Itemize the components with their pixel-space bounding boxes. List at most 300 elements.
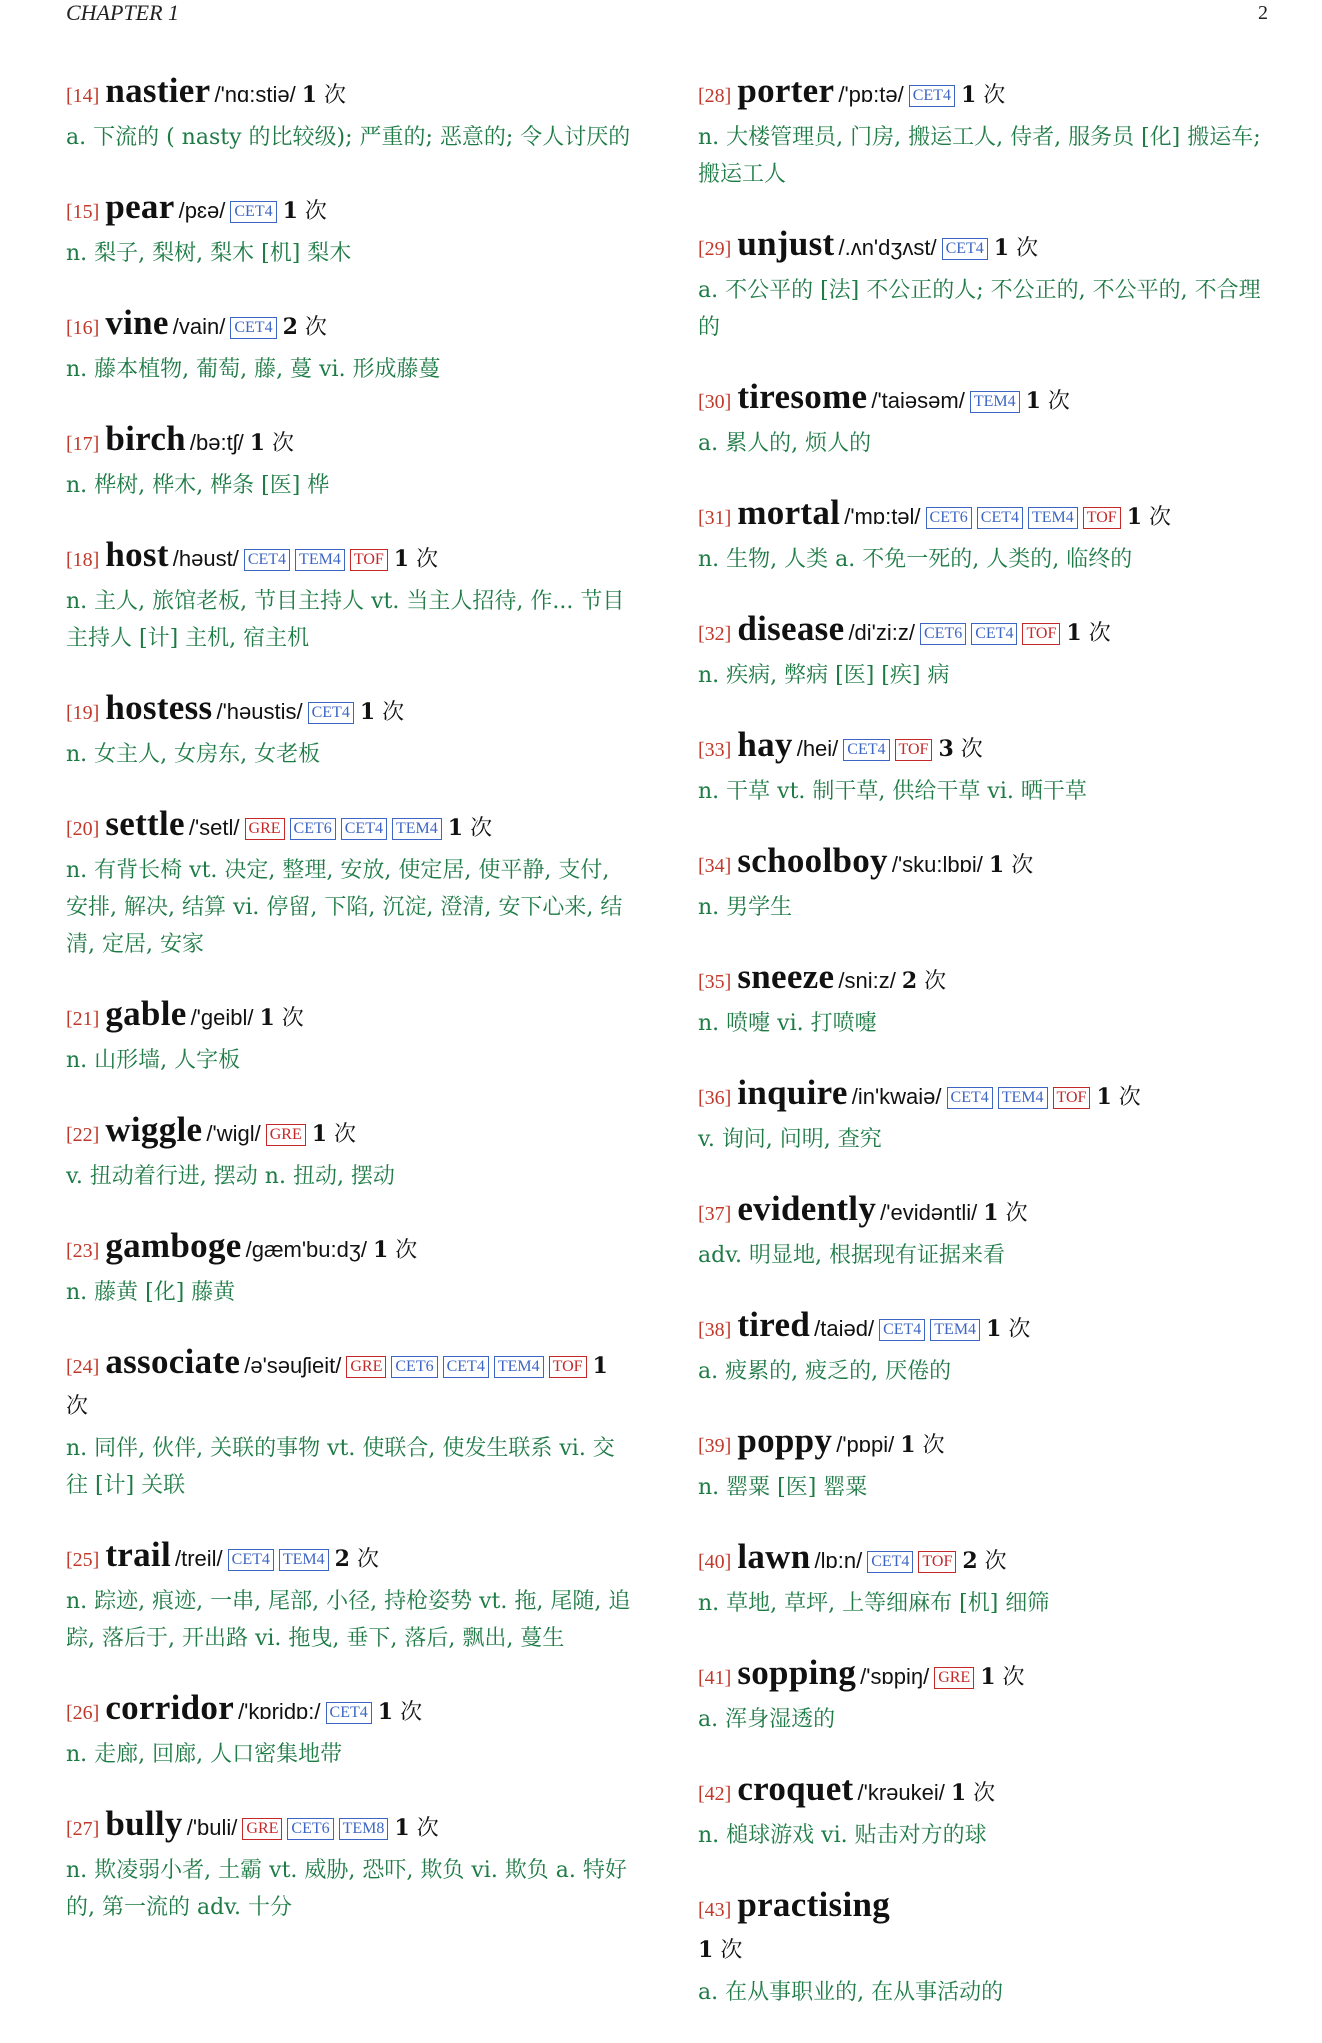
entry-number: [16]: [66, 317, 100, 339]
count-number: 1: [592, 1353, 608, 1379]
entry-headline: [698, 225, 1268, 270]
count-number: 1: [1066, 620, 1082, 646]
definition: n. 山形墙, 人字板: [66, 1048, 241, 1073]
occurrence-count: [900, 1433, 944, 1458]
entry-headline: [698, 1654, 1268, 1699]
count-unit: 次: [1047, 389, 1070, 414]
headword: associate: [105, 1342, 241, 1381]
exam-tag: TEM4: [494, 1356, 544, 1378]
exam-tag: CET4: [443, 1356, 489, 1378]
definition: n. 主人, 旅馆老板, 节目主持人 vt. 当主人招待, 作... 节目主持人 [计] 主机, 宿主机: [66, 589, 625, 651]
entry-number: [29]: [698, 238, 732, 260]
word-entry: [66, 188, 636, 272]
entry-headline: [66, 536, 636, 581]
definition: n. 踪迹, 痕迹, 一串, 尾部, 小径, 持枪姿势 vt. 拖, 尾随, 追踪, 落后于, 开出路 vi. 拖曳, 垂下, 落后, 飘出, 蔓生: [66, 1589, 631, 1651]
count-number: 1: [282, 198, 298, 224]
word-entry: [698, 494, 1268, 578]
count-unit: 次: [960, 737, 983, 762]
entry-number: [21]: [66, 1008, 100, 1030]
count-unit: 次: [720, 1938, 743, 1963]
exam-tag: GRE: [245, 818, 285, 840]
occurrence-count: [373, 1238, 417, 1263]
headword: bully: [105, 1804, 183, 1843]
exam-tag: CET4: [867, 1551, 913, 1573]
entry-headline: [66, 689, 636, 734]
occurrence-count: [698, 1938, 742, 1963]
word-entry: [698, 1770, 1268, 1854]
entry-number: [24]: [66, 1356, 100, 1378]
phonetic: /vain/: [172, 314, 226, 339]
count-unit: 次: [983, 83, 1006, 108]
phonetic: /'sɒpiŋ/: [860, 1664, 930, 1689]
occurrence-count: [312, 1122, 356, 1147]
count-unit: 次: [1005, 1201, 1028, 1226]
occurrence-count: [302, 83, 346, 108]
occurrence-count: [1127, 505, 1171, 530]
phonetic: /'setl/: [188, 815, 240, 840]
entry-headline: [66, 1111, 636, 1156]
entry-number: [28]: [698, 85, 732, 107]
phonetic: /lɒ:n/: [814, 1548, 863, 1573]
count-unit: 次: [1149, 505, 1172, 530]
entry-headline: [66, 304, 636, 349]
count-unit: 次: [973, 1781, 996, 1806]
headword: gable: [105, 994, 187, 1033]
definition: a. 在从事职业的, 在从事活动的: [698, 1980, 1004, 2005]
word-entry: [66, 689, 636, 773]
occurrence-count: [980, 1665, 1024, 1690]
word-entry: [66, 805, 636, 963]
word-entry: [698, 1886, 1268, 2011]
count-number: 1: [960, 82, 977, 108]
entry-number: [33]: [698, 739, 732, 761]
occurrence-count: [448, 816, 492, 841]
headword: gamboge: [105, 1226, 242, 1265]
count-unit: 次: [1016, 236, 1039, 261]
definition: n. 喷嚏 vi. 打喷嚏: [698, 1011, 877, 1036]
word-entry: [698, 1422, 1268, 1506]
entry-number: [26]: [66, 1702, 100, 1724]
entry-headline: [66, 1343, 636, 1428]
occurrence-count: [961, 83, 1005, 108]
definition: n. 梨子, 梨树, 梨木 [机] 梨木: [66, 241, 352, 266]
word-entry: [698, 1654, 1268, 1738]
headword: evidently: [737, 1189, 877, 1228]
count-unit: 次: [304, 199, 327, 224]
exam-tag: CET4: [230, 201, 276, 223]
definition: adv. 明显地, 根据现有证据来看: [698, 1243, 1005, 1268]
page-number: 2: [1258, 2, 1268, 24]
headword: wiggle: [105, 1110, 203, 1149]
count-number: 1: [1126, 504, 1143, 530]
count-number: 1: [980, 1664, 996, 1690]
phonetic: /treil/: [174, 1546, 223, 1571]
occurrence-count: [283, 199, 327, 224]
exam-tag: GRE: [242, 1818, 282, 1840]
phonetic: /həust/: [172, 546, 239, 571]
exam-tag: TEM4: [295, 549, 345, 571]
entry-headline: [66, 1805, 636, 1850]
headword: schoolboy: [737, 841, 888, 880]
entry-number: [23]: [66, 1240, 100, 1262]
count-number: 1: [950, 1780, 967, 1806]
phonetic: /'pɒ:tə/: [838, 82, 904, 107]
count-number: 3: [938, 736, 954, 762]
count-number: 1: [1025, 388, 1041, 414]
entry-headline: [66, 72, 636, 117]
entry-number: [20]: [66, 818, 100, 840]
word-entry: [66, 1805, 636, 1926]
entry-number: [19]: [66, 702, 100, 724]
phonetic: /'mɒ:təl/: [844, 504, 921, 529]
exam-tag: CET6: [290, 818, 336, 840]
exam-tag: CET4: [977, 507, 1023, 529]
definition: n. 大楼管理员, 门房, 搬运工人, 侍者, 服务员 [化] 搬运车; 搬运工人: [698, 125, 1261, 187]
occurrence-count: [283, 315, 327, 340]
exam-tag: TOF: [1022, 623, 1060, 645]
occurrence-count: [378, 1700, 422, 1725]
count-number: 1: [359, 699, 376, 725]
definition: n. 槌球游戏 vi. 贴击对方的球: [698, 1823, 987, 1848]
exam-tag: TEM8: [339, 1818, 389, 1840]
count-unit: 次: [416, 547, 439, 572]
count-unit: 次: [356, 1547, 379, 1572]
exam-tag: GRE: [346, 1356, 386, 1378]
exam-tag: TOF: [918, 1551, 956, 1573]
word-entry: [698, 378, 1268, 462]
definition: a. 累人的, 烦人的: [698, 431, 872, 456]
exam-tag: CET4: [879, 1319, 925, 1341]
entry-headline: [698, 610, 1268, 655]
word-entry: [66, 1689, 636, 1773]
definition: n. 同伴, 伙伴, 关联的事物 vt. 使联合, 使发生联系 vi. 交往 [计] 关联: [66, 1436, 615, 1498]
occurrence-count: [902, 969, 946, 994]
entry-headline: [66, 188, 636, 233]
exam-tag: TOF: [895, 739, 933, 761]
entry-headline: [698, 1422, 1268, 1467]
definition: n. 草地, 草坪, 上等细麻布 [机] 细筛: [698, 1591, 1050, 1616]
exam-tag: CET6: [391, 1356, 437, 1378]
phonetic: /pɛə/: [178, 198, 226, 223]
entry-headline: [698, 378, 1268, 423]
entry-number: [17]: [66, 433, 100, 455]
exam-tag: CET6: [926, 507, 972, 529]
phonetic: /'evidəntli/: [880, 1200, 978, 1225]
headword: unjust: [737, 224, 835, 263]
definition: n. 男学生: [698, 895, 793, 920]
entry-number: [14]: [66, 85, 100, 107]
word-entry: [698, 1306, 1268, 1390]
word-entry: [66, 1343, 636, 1504]
definition: n. 走廊, 回廊, 人口密集地带: [66, 1742, 343, 1767]
phonetic: /'sku:lbɒi/: [891, 852, 983, 877]
word-entry: [66, 536, 636, 657]
count-unit: 次: [984, 1549, 1007, 1574]
count-unit: 次: [324, 83, 347, 108]
count-number: 1: [394, 1815, 410, 1841]
count-unit: 次: [470, 816, 493, 841]
count-unit: 次: [1002, 1665, 1025, 1690]
definition: n. 桦树, 桦木, 桦条 [医] 桦: [66, 473, 330, 498]
headword: hay: [737, 725, 793, 764]
occurrence-count: [994, 236, 1038, 261]
occurrence-count: [951, 1781, 995, 1806]
occurrence-count: [335, 1547, 379, 1572]
entry-number: [18]: [66, 549, 100, 571]
occurrence-count: [1096, 1085, 1140, 1110]
exam-tag: CET6: [920, 623, 966, 645]
entry-number: [41]: [698, 1667, 732, 1689]
exam-tag: TEM4: [998, 1087, 1048, 1109]
word-entry: [698, 1538, 1268, 1622]
phonetic: /'taiəsəm/: [871, 388, 965, 413]
exam-tag: GRE: [266, 1124, 306, 1146]
word-entry: [698, 72, 1268, 193]
exam-tag: CET4: [230, 317, 276, 339]
entry-headline: [698, 494, 1268, 539]
count-number: 1: [259, 1005, 275, 1031]
entry-number: [25]: [66, 1549, 100, 1571]
phonetic: /'buli/: [186, 1815, 238, 1840]
count-unit: 次: [416, 1816, 439, 1841]
occurrence-count: [360, 700, 404, 725]
headword: practising: [737, 1885, 891, 1924]
headword: tired: [737, 1305, 811, 1344]
exam-tag: CET4: [843, 739, 889, 761]
definition: n. 有背长椅 vt. 决定, 整理, 安放, 使定居, 使平静, 支付, 安排, 解决, 结算 vi. 停留, 下陷, 沉淀, 澄清, 安下心来, 结清, 定居, 安家: [66, 858, 623, 957]
entry-number: [38]: [698, 1319, 732, 1341]
count-number: 1: [900, 1432, 916, 1458]
phonetic: /sni:z/: [838, 968, 896, 993]
phonetic: /hei/: [796, 736, 839, 761]
definition: n. 藤本植物, 葡萄, 藤, 蔓 vi. 形成藤蔓: [66, 357, 441, 382]
count-unit: 次: [66, 1394, 89, 1419]
exam-tag: TEM4: [279, 1549, 329, 1571]
entry-headline: [698, 1074, 1268, 1119]
word-entry: [66, 420, 636, 504]
exam-tag: CET4: [971, 623, 1017, 645]
count-number: 1: [372, 1237, 389, 1263]
exam-tag: CET4: [308, 702, 354, 724]
headword: vine: [105, 303, 169, 342]
count-unit: 次: [304, 315, 327, 340]
headword: settle: [105, 804, 185, 843]
count-number: 2: [282, 314, 298, 340]
count-number: 1: [1096, 1084, 1112, 1110]
count-number: 1: [377, 1699, 394, 1725]
exam-tag: CET4: [909, 85, 955, 107]
entry-headline: [66, 1227, 636, 1272]
exam-tag: TEM4: [1028, 507, 1078, 529]
count-unit: 次: [922, 1433, 945, 1458]
phonetic: /'pɒpi/: [836, 1432, 895, 1457]
definition: n. 疾病, 弊病 [医] [疾] 病: [698, 663, 950, 688]
word-entry: [698, 610, 1268, 694]
occurrence-count: [1066, 621, 1110, 646]
headword: porter: [737, 71, 835, 110]
exam-tag: TOF: [350, 549, 388, 571]
entry-number: [35]: [698, 971, 732, 993]
headword: corridor: [105, 1688, 235, 1727]
headword: hostess: [105, 688, 213, 727]
word-entry: [66, 304, 636, 388]
exam-tag: CET4: [228, 1549, 274, 1571]
word-entry: [698, 1074, 1268, 1158]
headword: trail: [105, 1535, 171, 1574]
definition: a. 浑身湿透的: [698, 1707, 836, 1732]
right-column: [698, 72, 1268, 2043]
occurrence-count: [259, 1006, 303, 1031]
exam-tag: TEM4: [970, 391, 1020, 413]
occurrence-count: [250, 431, 294, 456]
entry-headline: [698, 726, 1268, 771]
count-number: 1: [698, 1937, 714, 1963]
entry-headline: [698, 1190, 1268, 1235]
word-entry: [66, 1111, 636, 1195]
count-number: 2: [901, 968, 918, 994]
definition: n. 藤黄 [化] 藤黄: [66, 1280, 236, 1305]
exam-tag: CET4: [947, 1087, 993, 1109]
entry-number: [31]: [698, 507, 732, 529]
entry-number: [22]: [66, 1124, 100, 1146]
entry-headline: [698, 958, 1268, 1003]
count-number: 1: [983, 1200, 999, 1226]
occurrence-count: [983, 1201, 1027, 1226]
running-header: [66, 0, 1268, 28]
count-number: 1: [447, 815, 464, 841]
count-unit: 次: [382, 700, 405, 725]
headword: sneeze: [737, 957, 835, 996]
phonetic: /'həustis/: [216, 699, 303, 724]
exam-tag: CET4: [244, 549, 290, 571]
exam-tag: CET4: [942, 238, 988, 260]
exam-tag: TEM4: [392, 818, 442, 840]
phonetic: /'kɒridɒ:/: [238, 1699, 321, 1724]
word-entry: [698, 1190, 1268, 1274]
entry-number: [39]: [698, 1435, 732, 1457]
count-number: 1: [249, 430, 266, 456]
count-unit: 次: [272, 431, 295, 456]
phonetic: /'nɑ:stiə/: [214, 82, 296, 107]
count-unit: 次: [400, 1700, 423, 1725]
definition: n. 罂粟 [医] 罂粟: [698, 1475, 868, 1500]
exam-tag: CET6: [287, 1818, 333, 1840]
definition: n. 生物, 人类 a. 不免一死的, 人类的, 临终的: [698, 547, 1133, 572]
phonetic: /'wigl/: [206, 1121, 261, 1146]
occurrence-count: [1026, 389, 1070, 414]
phonetic: /di'zi:z/: [848, 620, 915, 645]
phonetic: /bə:tʃ/: [189, 430, 244, 455]
exam-tag: CET4: [326, 1702, 372, 1724]
definition: n. 欺凌弱小者, 土霸 vt. 威胁, 恐吓, 欺负 vi. 欺负 a. 特好的, 第一流的 adv. 十分: [66, 1858, 627, 1920]
entry-headline: [66, 420, 636, 465]
word-entry: [66, 1227, 636, 1311]
headword: poppy: [737, 1421, 833, 1460]
occurrence-count: [989, 853, 1033, 878]
definition: n. 干草 vt. 制干草, 供给干草 vi. 晒干草: [698, 779, 1087, 804]
count-unit: 次: [334, 1122, 357, 1147]
phonetic: /in'kwaiə/: [851, 1084, 942, 1109]
entry-number: [42]: [698, 1783, 732, 1805]
phonetic: /ə'səuʃieit/: [244, 1353, 342, 1378]
definition: v. 扭动着行进, 摆动 n. 扭动, 摆动: [66, 1164, 395, 1189]
headword: birch: [105, 419, 186, 458]
entry-number: [27]: [66, 1818, 100, 1840]
headword: host: [105, 535, 169, 574]
headword: pear: [105, 187, 175, 226]
exam-tag: TOF: [1083, 507, 1121, 529]
word-entry: [698, 225, 1268, 346]
phonetic: /.ʌn'dʒʌst/: [838, 235, 937, 260]
occurrence-count: [962, 1549, 1006, 1574]
entry-number: [43]: [698, 1899, 732, 1921]
entry-number: [30]: [698, 391, 732, 413]
phonetic: /'krəukei/: [857, 1780, 945, 1805]
count-number: 1: [993, 235, 1010, 261]
definition: a. 下流的 ( nasty 的比较级); 严重的; 恶意的; 令人讨厌的: [66, 125, 631, 150]
count-unit: 次: [1088, 621, 1111, 646]
definition: v. 询问, 问明, 查究: [698, 1127, 882, 1152]
count-number: 1: [988, 852, 1005, 878]
entry-number: [40]: [698, 1551, 732, 1573]
chapter-label: CHAPTER 1: [66, 0, 180, 25]
entry-number: [34]: [698, 855, 732, 877]
entry-number: [37]: [698, 1203, 732, 1225]
definition: a. 疲累的, 疲乏的, 厌倦的: [698, 1359, 952, 1384]
entry-headline: [66, 1536, 636, 1581]
headword: croquet: [737, 1769, 854, 1808]
count-number: 2: [962, 1548, 978, 1574]
phonetic: /'geibl/: [190, 1005, 254, 1030]
count-unit: 次: [1011, 853, 1034, 878]
definition: n. 女主人, 女房东, 女老板: [66, 742, 321, 767]
exam-tag: TOF: [1053, 1087, 1091, 1109]
occurrence-count: [394, 1816, 438, 1841]
occurrence-count: [394, 547, 438, 572]
count-unit: 次: [281, 1006, 304, 1031]
word-entry: [66, 1536, 636, 1657]
word-entry: [698, 958, 1268, 1042]
entry-headline: [698, 1538, 1268, 1583]
headword: nastier: [105, 71, 211, 110]
count-number: 2: [334, 1546, 350, 1572]
entry-headline: [698, 1770, 1268, 1815]
entry-headline: [66, 1689, 636, 1734]
entry-headline: [698, 1306, 1268, 1351]
entry-headline: [698, 842, 1268, 887]
headword: tiresome: [737, 377, 868, 416]
definition: a. 不公平的 [法] 不公正的人; 不公正的, 不公平的, 不合理的: [698, 278, 1261, 340]
headword: mortal: [737, 493, 841, 532]
headword: inquire: [737, 1073, 848, 1112]
entry-number: [32]: [698, 623, 732, 645]
entry-headline: [698, 72, 1268, 117]
count-unit: 次: [1008, 1317, 1031, 1342]
count-number: 1: [986, 1316, 1002, 1342]
count-number: 1: [301, 82, 318, 108]
count-number: 1: [393, 546, 410, 572]
count-unit: 次: [924, 969, 947, 994]
phonetic: /gæm'bu:dʒ/: [245, 1237, 367, 1262]
occurrence-count: [986, 1317, 1030, 1342]
exam-tag: TOF: [549, 1356, 587, 1378]
count-number: 1: [311, 1121, 328, 1147]
headword: sopping: [737, 1653, 857, 1692]
entry-headline: [66, 995, 636, 1040]
occurrence-count: [938, 737, 982, 762]
headword: lawn: [737, 1537, 811, 1576]
exam-tag: GRE: [934, 1667, 974, 1689]
